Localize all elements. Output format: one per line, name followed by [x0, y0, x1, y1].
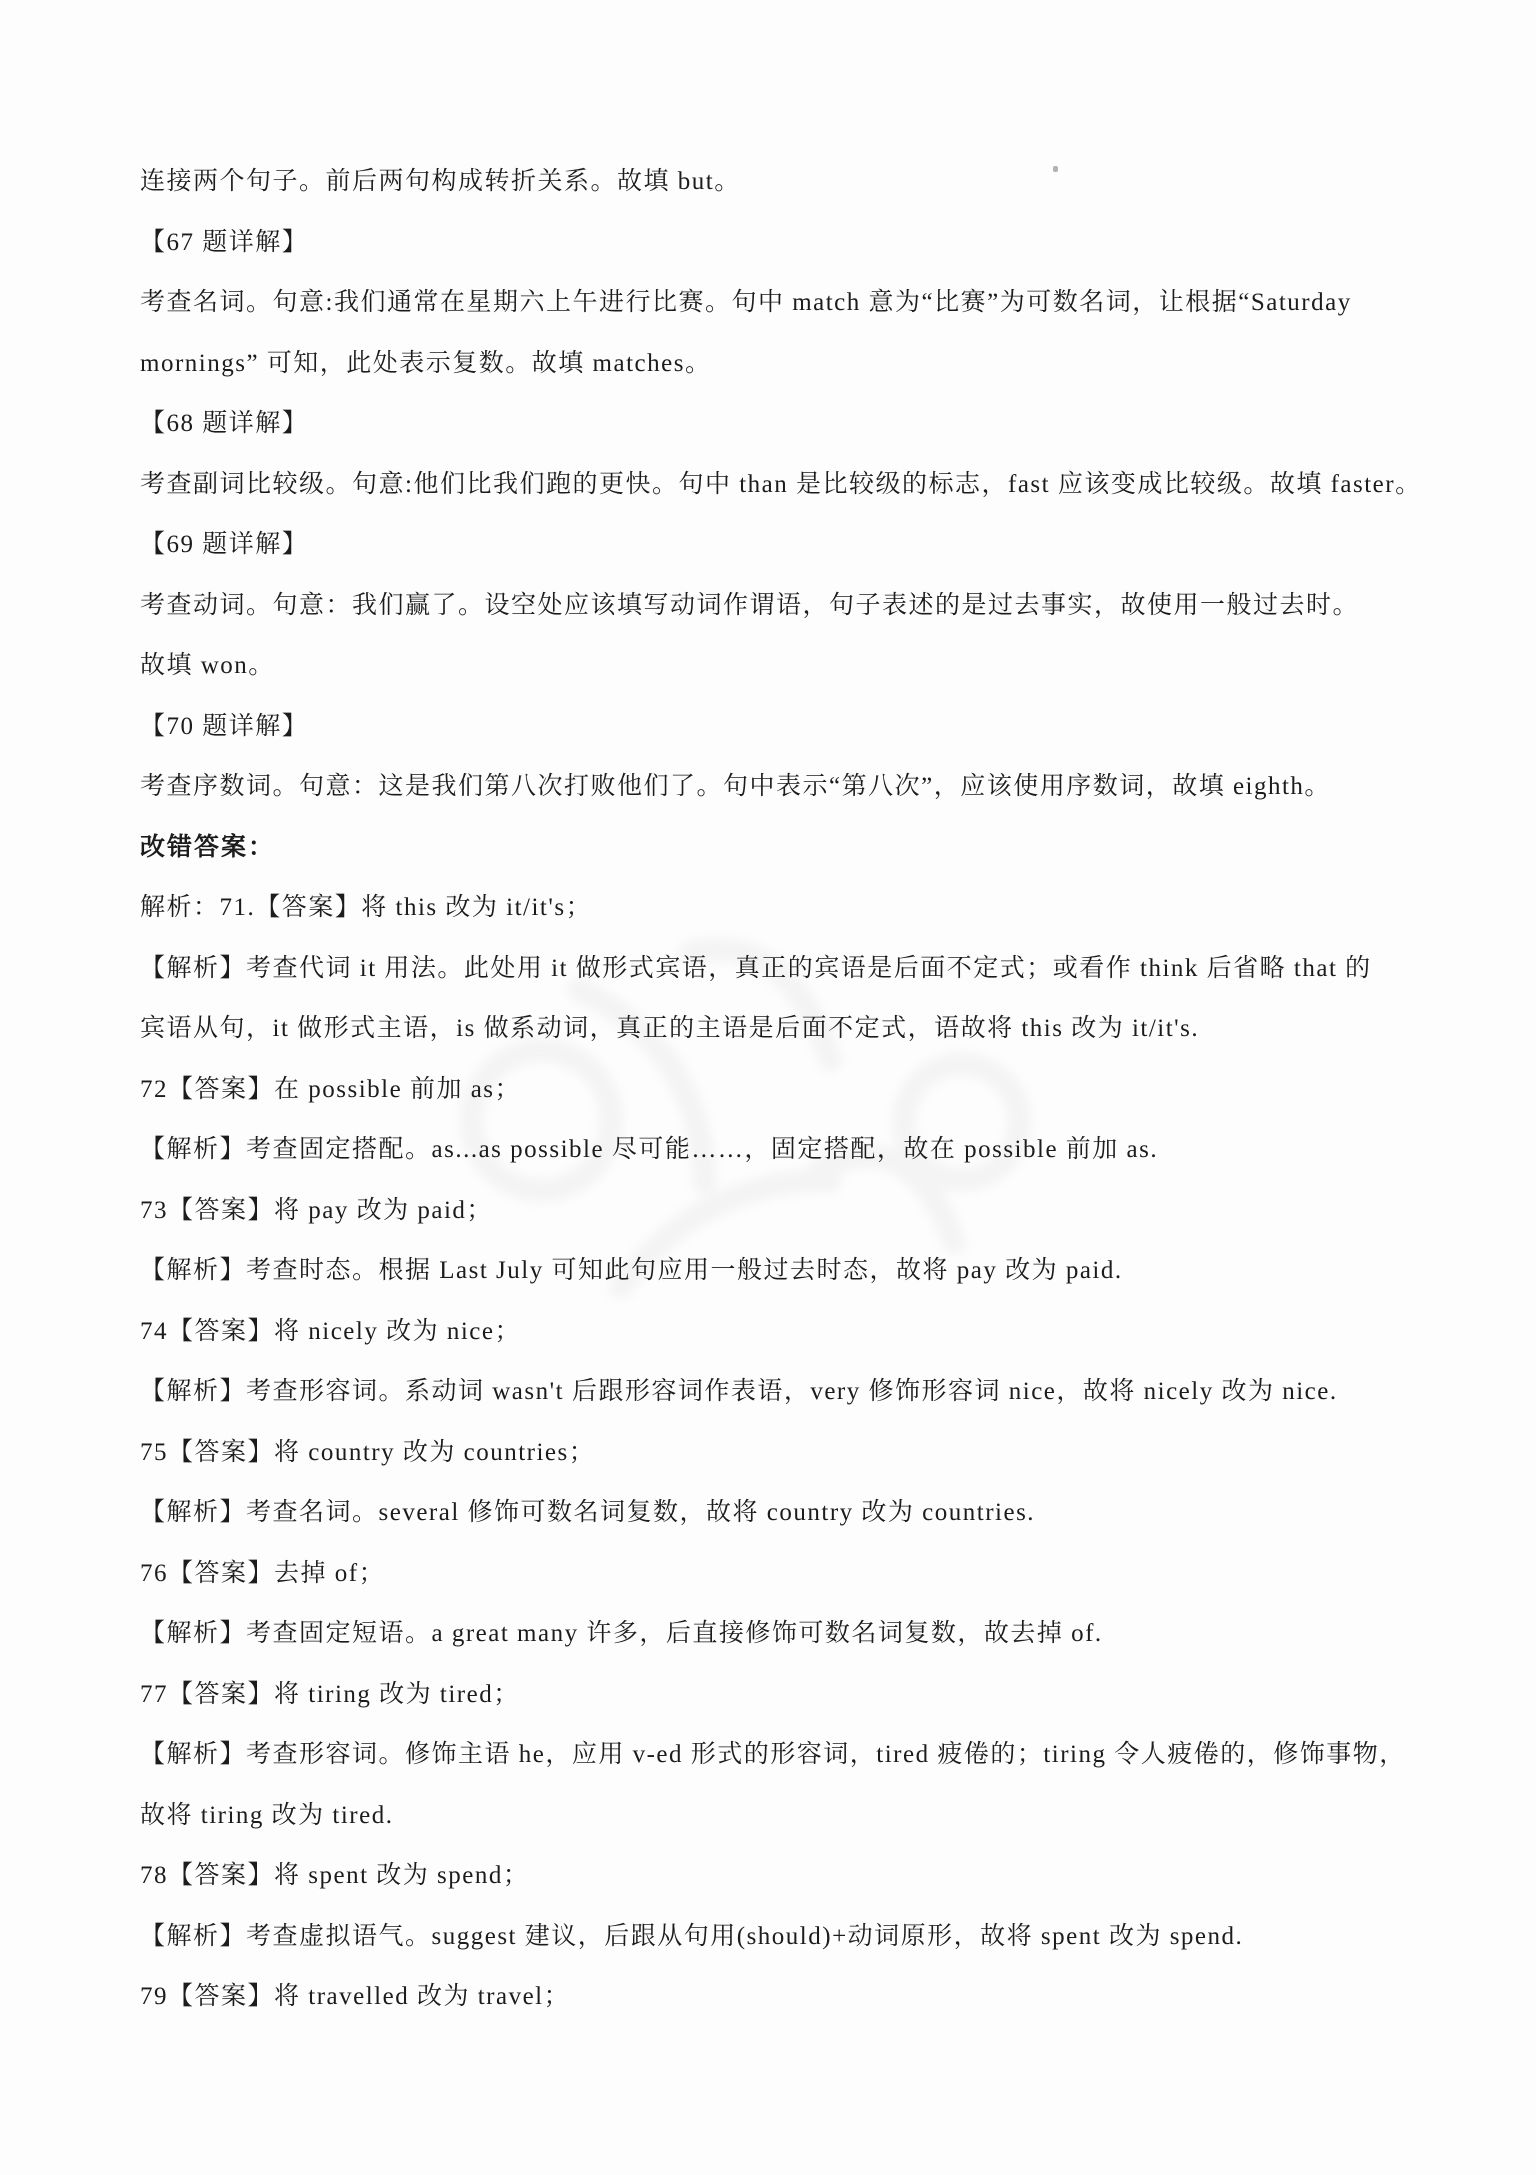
text-line-21: 【解析】考查形容词。系动词 wasn't 后跟形容词作表语，very 修饰形容词 nice，故将 nicely 改为 nice.: [140, 1378, 1338, 1405]
text-line-24: 76【答案】去掉 of；: [140, 1559, 386, 1587]
text-line-15: 宾语从句，it 做形式主语，is 做系动词，真正的主语是后面不定式，语故将 this 改为 it/it's.: [140, 1015, 1200, 1042]
text-line-27: 【解析】考查形容词。修饰主语 he，应用 v-ed 形式的形容词，tired 疲倦的；tiring 令人疲倦的，修饰事物，: [140, 1741, 1406, 1768]
text-line-9: 故填 won。: [140, 652, 275, 679]
text-line-10: 【70 题详解】: [140, 712, 309, 740]
text-line-5: 【68 题详解】: [140, 410, 309, 437]
text-line-25: 【解析】考查固定短语。a great many 许多，后直接修饰可数名词复数，故去掉 of.: [140, 1620, 1103, 1647]
text-line-11: 考查序数词。句意：这是我们第八次打败他们了。句中表示“第八次”，应该使用序数词，故填 eighth。: [140, 773, 1331, 800]
text-line-17: 【解析】考查固定搭配。as...as possible 尽可能……，固定搭配，故在 possible 前加 as.: [140, 1136, 1159, 1163]
text-line-1: 连接两个句子。前后两句构成转折关系。故填 but。: [140, 168, 741, 195]
text-line-20: 74【答案】将 nicely 改为 nice；: [140, 1317, 521, 1345]
document-lines: [140, 152, 1440, 2028]
text-line-7: 【69 题详解】: [140, 531, 309, 558]
text-line-26: 77【答案】将 tiring 改为 tired；: [140, 1680, 520, 1708]
text-line-18: 73【答案】将 pay 改为 paid；: [140, 1196, 493, 1224]
text-line-2: 【67 题详解】: [140, 228, 309, 256]
text-line-29: 78【答案】将 spent 改为 spend；: [140, 1862, 530, 1889]
text-line-3: 考查名词。句意:我们通常在星期六上午进行比赛。句中 match 意为“比赛”为可数名词，让根据“Saturday: [140, 289, 1352, 316]
text-line-12: 改错答案：: [140, 833, 276, 861]
text-line-23: 【解析】考查名词。several 修饰可数名词复数，故将 country 改为 countries.: [140, 1499, 1036, 1526]
text-line-14: 【解析】考查代词 it 用法。此处用 it 做形式宾语，真正的宾语是后面不定式；或看作 think 后省略 that 的: [140, 954, 1372, 982]
text-line-19: 【解析】考查时态。根据 Last July 可知此句应用一般过去时态，故将 pay 改为 paid.: [140, 1257, 1123, 1284]
text-line-22: 75【答案】将 country 改为 countries；: [140, 1438, 596, 1466]
text-line-28: 故将 tiring 改为 tired.: [140, 1801, 394, 1829]
text-line-31: 79【答案】将 travelled 改为 travel；: [140, 1983, 571, 2010]
text-line-30: 【解析】考查虚拟语气。suggest 建议，后跟从句用(should)+动词原形，故将 spent 改为 spend.: [140, 1922, 1244, 1950]
text-line-13: 解析：71.【答案】将 this 改为 it/it's；: [140, 894, 593, 921]
text-line-4: mornings” 可知，此处表示复数。故填 matches。: [140, 349, 712, 377]
text-line-6: 考查副词比较级。句意:他们比我们跑的更快。句中 than 是比较级的标志，fast 应该变成比较级。故填 faster。: [140, 470, 1422, 498]
text-line-16: 72【答案】在 possible 前加 as；: [140, 1075, 522, 1103]
text-line-8: 考查动词。句意：我们赢了。设空处应该填写动词作谓语，句子表述的是过去事实，故使用一般过去时。: [140, 591, 1360, 619]
